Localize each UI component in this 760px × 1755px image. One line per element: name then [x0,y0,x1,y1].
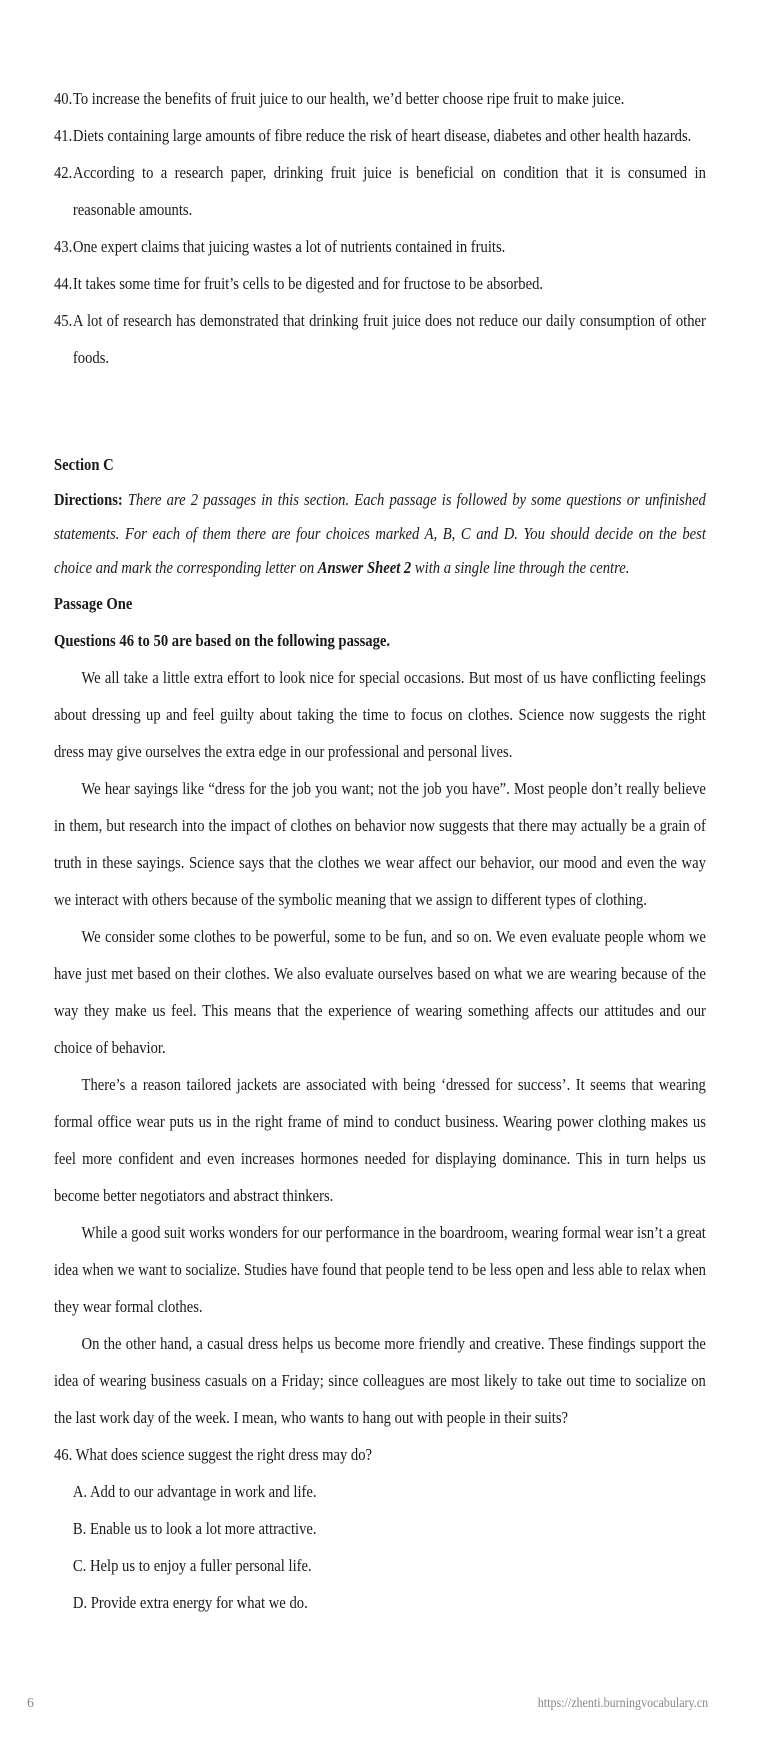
question-stem: 46. What does science suggest the right dress may do? [54,1445,373,1464]
statement-item [54,228,706,265]
questions-heading: Questions 46 to 50 are based on the following passage. [54,631,391,650]
statement-number: 45. [54,311,73,330]
passage-paragraph: We all take a little extra effort to look nice for special occasions. But most of us have conflicting feelings about dressing up and feel guilty about taking the time to focus on clothes. Science now suggests the right dress may give ourselves the extra edge in our professional and personal lives. [54,668,706,761]
statement-item [54,117,706,154]
statement-number: 40. [54,89,73,108]
passage-paragraph: We hear sayings like “dress for the job you want; not the job you have”. Most people don’t really believe in them, but research into the impact of clothes on behavior now suggests that there may actually be a grain of truth in these sayings. Science says that the clothes we wear affect our behavior, our mood and even the way we interact with others because of the symbolic meaning that we assign to different types of clothing. [54,779,706,909]
directions-text: There are 2 passages in this section. Each passage is followed by some questions or unfinished statements. For each of them there are four choices marked A, B, C and D. You should decide on the best choice and mark the corresponding letter on [54,490,706,577]
directions-label: Directions: [54,490,123,509]
page-number: 6 [27,1696,34,1711]
statement-text: A lot of research has demonstrated that drinking fruit juice does not reduce our daily consumption of other foods. [72,311,706,367]
statement-number: 43. [54,237,73,256]
statement-text: Diets containing large amounts of fibre reduce the risk of heart disease, diabetes and other health hazards. [72,126,692,145]
statement-number: 42. [54,163,73,182]
statement-item [54,80,706,117]
statement-text: To increase the benefits of fruit juice to our health, we’d better choose ripe fruit to make juice. [72,89,625,108]
option-c: C. Help us to enjoy a fuller personal life. [72,1556,312,1575]
statement-item [54,154,706,228]
statement-number: 41. [54,126,73,145]
option-d: D. Provide extra energy for what we do. [72,1593,308,1612]
statement-number: 44. [54,274,73,293]
passage-paragraph: While a good suit works wonders for our performance in the boardroom, wearing formal wear isn’t a great idea when we want to socialize. Studies have found that people tend to be less open and less able to relax when they wear formal clothes. [54,1223,706,1316]
passage-paragraph: We consider some clothes to be powerful, some to be fun, and so on. We even evaluate people whom we have just met based on their clothes. We also evaluate ourselves based on what we are wearing because of the way they make us feel. This means that the experience of wearing something affects our attitudes and our choice of behavior. [54,927,706,1057]
section-spacer [54,376,706,446]
option-a: A. Add to our advantage in work and life. [72,1482,317,1501]
page-content [54,80,706,1621]
directions [54,483,706,585]
statement-text: One expert claims that juicing wastes a lot of nutrients contained in fruits. [72,237,506,256]
statement-text: According to a research paper, drinking fruit juice is beneficial on condition that it is consumed in reasonable amounts. [72,163,706,219]
directions-text-end: with a single line through the centre. [411,558,630,577]
passage-title: Passage One [54,594,133,613]
statement-item [54,302,706,376]
footer-url: https://zhenti.burningvocabulary.cn [537,1696,708,1711]
passage-paragraph: On the other hand, a casual dress helps us become more friendly and creative. These findings support the idea of wearing business casuals on a Friday; since colleagues are most likely to take out time to socialize on the last work day of the week. I mean, who wants to hang out with people in their suits? [54,1334,706,1427]
passage-paragraph: There’s a reason tailored jackets are associated with being ‘dressed for success’. It seems that wearing formal office wear puts us in the right frame of mind to conduct business. Wearing power clothing makes us feel more confident and even increases hormones needed for displaying dominance. This in turn helps us become better negotiators and abstract thinkers. [54,1075,706,1205]
answer-sheet-label: Answer Sheet 2 [317,558,412,577]
option-b: B. Enable us to look a lot more attractive. [72,1519,317,1538]
statement-list [54,80,706,376]
statement-text: It takes some time for fruit’s cells to be digested and for fructose to be absorbed. [72,274,544,293]
statement-item [54,265,706,302]
section-title: Section C [54,455,114,474]
